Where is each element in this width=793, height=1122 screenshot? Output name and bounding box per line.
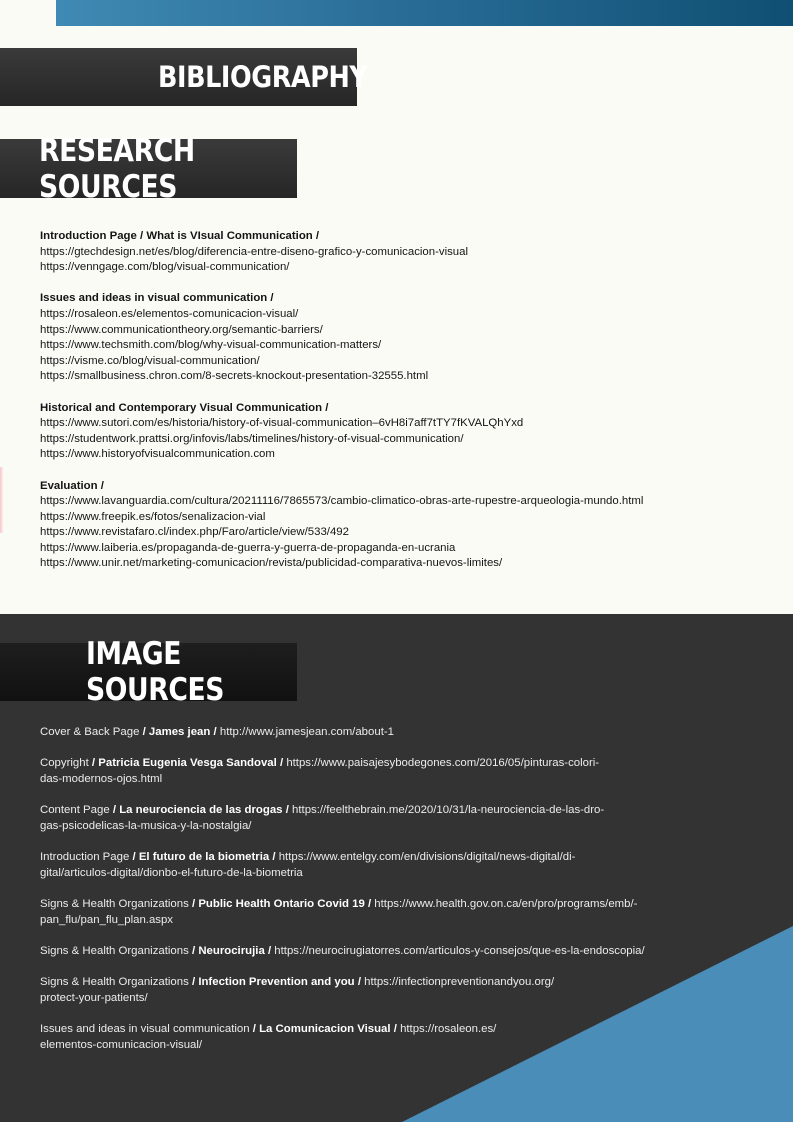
research-url-link[interactable]: https://studentwork.prattsi.org/infovis/labs/timelines/history-of-visual-communication/ (40, 432, 464, 445)
image-source-url-link[interactable]: https://rosaleon.es/ (400, 1023, 497, 1035)
research-url-link[interactable]: https://www.techsmith.com/blog/why-visual-communication-matters/ (40, 339, 382, 352)
left-edge-accent (0, 467, 3, 533)
image-source-entry (40, 724, 760, 740)
research-url-link[interactable]: https://gtechdesign.net/es/blog/diferencia-entre-diseno-grafico-y-comunicacion-visual (40, 245, 469, 258)
separator: / (191, 898, 196, 910)
image-sources-title: IMAGE SOURCES (86, 636, 225, 708)
separator: / (191, 945, 196, 957)
separator: / (252, 1023, 256, 1035)
research-sources-heading-band (0, 132, 297, 205)
separator: / (267, 945, 272, 957)
image-source-section: Introduction Page (40, 851, 130, 863)
top-accent-bar (56, 0, 793, 26)
image-source-url-link[interactable]: elementos-comunicacion-visual/ (40, 1039, 203, 1051)
image-source-entry (40, 943, 760, 959)
separator: / (142, 726, 146, 738)
research-group (40, 401, 780, 463)
image-source-url-link[interactable]: gital/articulos-digital/dionbo-el-futuro-de-la-biometria (40, 867, 303, 879)
image-source-url-link[interactable]: http://www.jamesjean.com/about-1 (219, 726, 394, 738)
separator: / (191, 976, 196, 988)
image-source-url-link[interactable]: das-modernos-ojos.html (40, 773, 163, 785)
research-sources-title: RESEARCH SOURCES (39, 132, 195, 205)
image-source-title: Public Health Ontario Covid 19 (198, 898, 365, 910)
research-url-link[interactable]: https://www.freepik.es/fotos/senalizacion-vial (40, 510, 266, 523)
image-source-section: Copyright (40, 757, 89, 769)
separator: / (393, 1023, 397, 1035)
research-url-link[interactable]: https://www.revistafaro.cl/index.php/Faro/article/view/533/492 (40, 526, 349, 539)
image-source-section: Cover & Back Page (40, 726, 140, 738)
research-url-link[interactable]: https://visme.co/blog/visual-communication/ (40, 354, 260, 367)
image-source-entry (40, 802, 760, 834)
research-url-link[interactable]: https://www.communicationtheory.org/semantic-barriers/ (40, 323, 323, 336)
image-source-title: La neurociencia de las drogas (119, 804, 283, 816)
research-url-link[interactable]: https://www.unir.net/marketing-comunicacion/revista/publicidad-comparativa-nuevos-limites/ (40, 557, 503, 570)
image-source-url-link[interactable]: protect-your-patients/ (40, 992, 148, 1004)
image-source-entry (40, 974, 760, 1006)
separator: / (272, 851, 276, 863)
separator: / (213, 726, 217, 738)
image-source-entry (40, 849, 760, 881)
image-source-title: El futuro de la biometria (138, 851, 270, 863)
research-group (40, 291, 780, 385)
image-source-title: Patricia Eugenia Vesga Sandoval (98, 757, 277, 769)
separator: / (285, 804, 289, 816)
image-source-url-link[interactable]: https://infectionpreventionandyou.org/ (364, 976, 555, 988)
separator: / (112, 804, 117, 816)
research-url-link[interactable]: https://venngage.com/blog/visual-communication/ (40, 261, 290, 274)
image-source-section: Signs & Health Organizations (40, 898, 189, 910)
image-sources-heading-band (0, 636, 297, 708)
image-source-url-link[interactable]: https://www.paisajesybodegones.com/2016/05/pinturas-colori- (286, 757, 600, 769)
image-source-section: Signs & Health Organizations (40, 945, 189, 957)
research-group-title: Introduction Page / What is VIsual Communication / (40, 230, 320, 242)
image-source-url-link[interactable]: https://feelthebrain.me/2020/10/31/la-neurociencia-de-las-dro- (292, 804, 605, 816)
bibliography-heading-band (0, 48, 368, 106)
image-source-title: Infection Prevention and you (198, 976, 355, 988)
research-url-link[interactable]: https://rosaleon.es/elementos-comunicacion-visual/ (40, 307, 299, 320)
research-group-title: Issues and ideas in visual communication / (40, 292, 274, 305)
separator: / (132, 851, 136, 863)
separator: / (357, 976, 361, 988)
research-url-link[interactable]: https://www.laiberia.es/propaganda-de-guerra-y-guerra-de-propaganda-en-ucrania (40, 541, 456, 554)
research-url-link[interactable]: https://www.sutori.com/es/historia/history-of-visual-communication–6vH8i7aff7tTY7fKVALQhYxd (40, 417, 524, 430)
image-source-title: James jean (148, 726, 211, 738)
research-group (40, 479, 780, 573)
image-source-url-link[interactable]: gas-psicodelicas-la-musica-y-la-nostalgia/ (40, 820, 252, 832)
image-source-url-link[interactable]: https://neurocirugiatorres.com/articulos-y-consejos/que-es-la-endoscopia/ (274, 945, 645, 957)
research-group (40, 229, 780, 276)
image-source-url-link[interactable]: https://www.health.gov.on.ca/en/pro/programs/emb/- (374, 898, 638, 910)
image-source-section: Content Page (40, 804, 110, 816)
image-sources-list (40, 724, 760, 1068)
bibliography-title: BIBLIOGRAPHY (158, 60, 368, 94)
image-source-entry (40, 896, 760, 928)
image-source-url-link[interactable]: pan_flu/pan_flu_plan.aspx (40, 914, 174, 926)
image-source-entry (40, 1021, 760, 1053)
research-url-link[interactable]: https://www.historyofvisualcommunication.com (40, 448, 275, 461)
image-source-title: La Comunicacion Visual (259, 1023, 391, 1035)
separator: / (279, 757, 284, 769)
separator: / (367, 898, 372, 910)
image-source-title: Neurocirujia (198, 945, 265, 957)
image-source-section: Signs & Health Organizations (40, 976, 189, 988)
image-source-entry (40, 755, 760, 787)
image-source-section: Issues and ideas in visual communication (40, 1023, 250, 1035)
research-group-title: Historical and Contemporary Visual Communication / (40, 401, 329, 414)
research-sources-list (40, 229, 780, 588)
image-source-url-link[interactable]: https://www.entelgy.com/en/divisions/digital/news-digital/di- (278, 851, 576, 863)
research-group-title: Evaluation / (40, 479, 104, 492)
research-url-link[interactable]: https://smallbusiness.chron.com/8-secrets-knockout-presentation-32555.html (40, 370, 429, 383)
research-url-link[interactable]: https://www.lavanguardia.com/cultura/20211116/7865573/cambio-climatico-obras-arte-rupestre-arqueologia-mundo.html (40, 495, 644, 508)
separator: / (91, 757, 96, 769)
